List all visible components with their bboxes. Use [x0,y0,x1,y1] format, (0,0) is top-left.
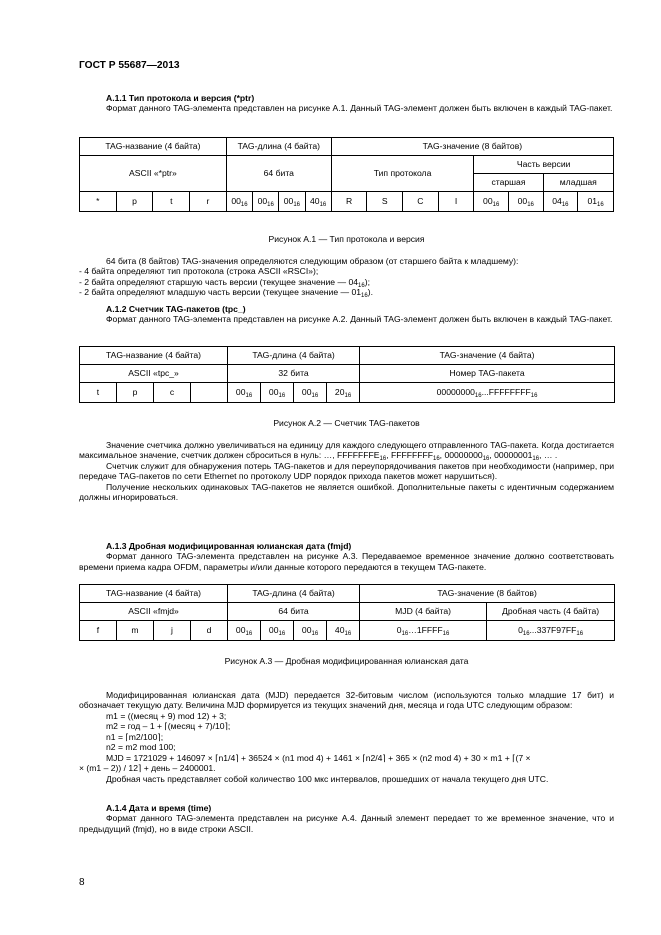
byte-cell: $20_{16}$ [327,383,360,403]
byte-cell: $00_{16}$ [508,192,543,212]
byte-cell: $40_{16}$ [327,621,360,641]
paragraph: Дробная часть представляет собой количество 100 мкс интервалов, прошедших от начала текущего дня UTC. [106,773,549,784]
cell-protocol-type: Тип протокола [331,156,474,192]
section-a113 [79,541,614,572]
section-heading: А.1.3 Дробная модифицированная юлианская дата (fmjd) [106,541,352,551]
byte-cell: j [154,621,191,641]
header-tag-name: TAG-название (4 байта) [80,138,227,156]
table-a3 [79,584,614,641]
paragraph: Модифицированная юлианская дата (MJD) передается 32-битовым числом (используются только младшие 17 бит) и обозначает текущую дату. Величина MJD формируется из текущих значений дня, месяца и года UTC следующим образом: [79,690,614,711]
header-tag-length: TAG-длина (4 байта) [226,138,331,156]
paragraph: Формат данного TAG-элемента представлен на рисунке А.4. Данный элемент передает то же временное значение, что и предыдущий (fmjd), но в виде строки ASCII. [79,813,614,834]
formula-line: MJD = 1721029 + 146097 × ⌈n1/4⌉ + 36524 × (n1 mod 4) + 1461 × ⌈n2/4⌉ + 365 × (n2 mod 4) + 30 × m1 + ⌈(7 × [106,752,531,763]
list-item: - 4 байта определяют тип протокола (строка ASCII «RSCI»); [79,266,319,277]
list [79,266,614,300]
section-a111-desc [79,256,614,298]
paragraph: Получение нескольких одинаковых TAG-пакетов не является ошибкой. Дополнительные пакеты с идентичным содержанием должны игнорироваться. [79,481,614,503]
document-header: ГОСТ Р 55687—2013 [79,60,180,71]
header-tag-length: TAG-длина (4 байта) [228,347,360,365]
cell-length-value: 32 бита [228,365,360,383]
cell-fraction: Дробная часть (4 байта) [487,603,615,621]
section-a111 [79,93,614,114]
table-a1 [79,137,614,212]
formula-block [79,711,614,763]
section-a112 [79,304,614,325]
byte-cell: $01_{16}$ [578,192,614,212]
cell-length-value: 64 бита [226,156,331,192]
cell-name-value: ASCII «tpc_» [80,365,228,383]
list-item: - 2 байта определяют младшую часть версии (текущее значение — $01_{16}$). [79,287,373,300]
byte-cell: r [190,192,227,212]
paragraph: Счетчик служит для обнаружения потерь TAG-пакетов и для переупорядочивания пакетов при необходимости (например, при передаче TAG-пакетов по сети Ethernet по протоколу UDP порядок прихода пакетов может нарушиться). [79,460,614,482]
page-number: 8 [79,877,85,888]
paragraph: Формат данного TAG-элемента представлен на рисунке А.2. Данный TAG-элемент должен быть включен в каждый TAG-пакет. [106,314,613,325]
byte-cell [191,383,228,403]
byte-cell: C [403,192,439,212]
byte-cell: c [154,383,191,403]
header-tag-value: TAG-значение (4 байта) [360,347,615,365]
byte-cell: d [191,621,228,641]
byte-cell: $00_{16}$ [261,621,294,641]
byte-cell: $00_{16}$ [226,192,252,212]
byte-cell: $00_{16}$ [228,621,261,641]
byte-cell: t [153,192,190,212]
paragraph: 64 бита (8 байтов) TAG-значения определяются следующим образом (от старшего байта к младшему): [106,256,519,266]
list-item: - 2 байта определяют старшую часть версии (текущее значение — $04_{16}$); [79,276,370,289]
byte-cell: $00_{16}$ [294,383,327,403]
header-tag-value: TAG-значение (8 байтов) [360,585,615,603]
section-a114 [79,803,614,834]
byte-cell: $00_{16}$ [294,621,327,641]
figure-caption: Рисунок А.1 — Тип протокола и версия [268,234,425,244]
byte-cell: $04_{16}$ [543,192,578,212]
section-a112-text [79,440,614,503]
formula-line: n1 = ⌈m2/100⌉; [106,731,164,742]
byte-cell: * [80,192,117,212]
section-heading: А.1.1 Тип протокола и версия (*ptr) [106,93,255,103]
range-cell: $0_{16}\dots 1FFFF_{16}$ [360,621,487,641]
header-tag-name: TAG-название (4 байта) [80,585,228,603]
byte-cell: $40_{16}$ [305,192,331,212]
byte-cell: $00_{16}$ [261,383,294,403]
formula-continuation: × (m1 – 2)) / 12⌉ + день – 2400001. [79,763,216,774]
cell-version-senior: старшая [474,174,543,192]
paragraph: Значение счетчика должно увеличиваться на единицу для каждого следующего отправленного TAG-пакета. Когда достигается максимальное значение, счетчик должен сброситься в нуль: …, $FFFFFFFE_{16}$, $FFFFFFFF_{16}$, $00000000_{16}$, $00000001_{16}$, … . [79,440,614,463]
byte-cell: S [367,192,403,212]
header-tag-length: TAG-длина (4 байта) [228,585,360,603]
byte-cell: f [80,621,117,641]
section-heading: А.1.2 Счетчик TAG-пакетов (tpc_) [106,304,246,314]
figure-caption: Рисунок А.3 — Дробная модифицированная юлианская дата [224,656,469,666]
byte-cell: p [117,383,154,403]
section-heading: А.1.4 Дата и время (time) [106,803,212,813]
formula-line: n2 = m2 mod 100; [106,742,176,753]
range-cell: $0_{16}...337F97FF_{16}$ [487,621,615,641]
cell-version-junior: младшая [543,174,613,192]
cell-name-value: ASCII «*ptr» [80,156,227,192]
section-a113-text [79,690,614,784]
figure-caption: Рисунок А.2 — Счетчик TAG-пакетов [273,418,420,428]
cell-mjd: MJD (4 байта) [360,603,487,621]
byte-cell: $00_{16}$ [228,383,261,403]
byte-cell: p [116,192,153,212]
byte-cell: m [117,621,154,641]
cell-tag-value: Номер TAG-пакета [360,365,615,383]
range-cell: $00000000_{16}...FFFFFFFF_{16}$ [360,383,615,403]
formula-line: m2 = год – 1 + ⌈(месяц + 7)/10⌉; [106,721,231,732]
formula-line: m1 = ((месяц + 9) mod 12) + 3; [106,710,227,721]
byte-cell: R [331,192,367,212]
byte-cell: $00_{16}$ [253,192,279,212]
paragraph: Формат данного TAG-элемента представлен на рисунке А.1. Данный TAG-элемент должен быть включен в каждый TAG-пакет. [106,103,613,114]
byte-cell: I [438,192,474,212]
table-a2 [79,346,614,403]
header-tag-name: TAG-название (4 байта) [80,347,228,365]
cell-length-value: 64 бита [228,603,360,621]
byte-cell: t [80,383,117,403]
byte-cell: $00_{16}$ [474,192,509,212]
paragraph: Формат данного TAG-элемента представлен на рисунке А.3. Передаваемое временное значение должно соответствовать времени приема кадра OFDM, параметры и/или данные которого передаются в текущем TAG-пакете. [79,551,614,572]
byte-cell: $00_{16}$ [279,192,305,212]
cell-name-value: ASCII «fmjd» [80,603,228,621]
cell-version-part: Часть версии [474,156,614,174]
header-tag-value: TAG-значение (8 байтов) [331,138,613,156]
